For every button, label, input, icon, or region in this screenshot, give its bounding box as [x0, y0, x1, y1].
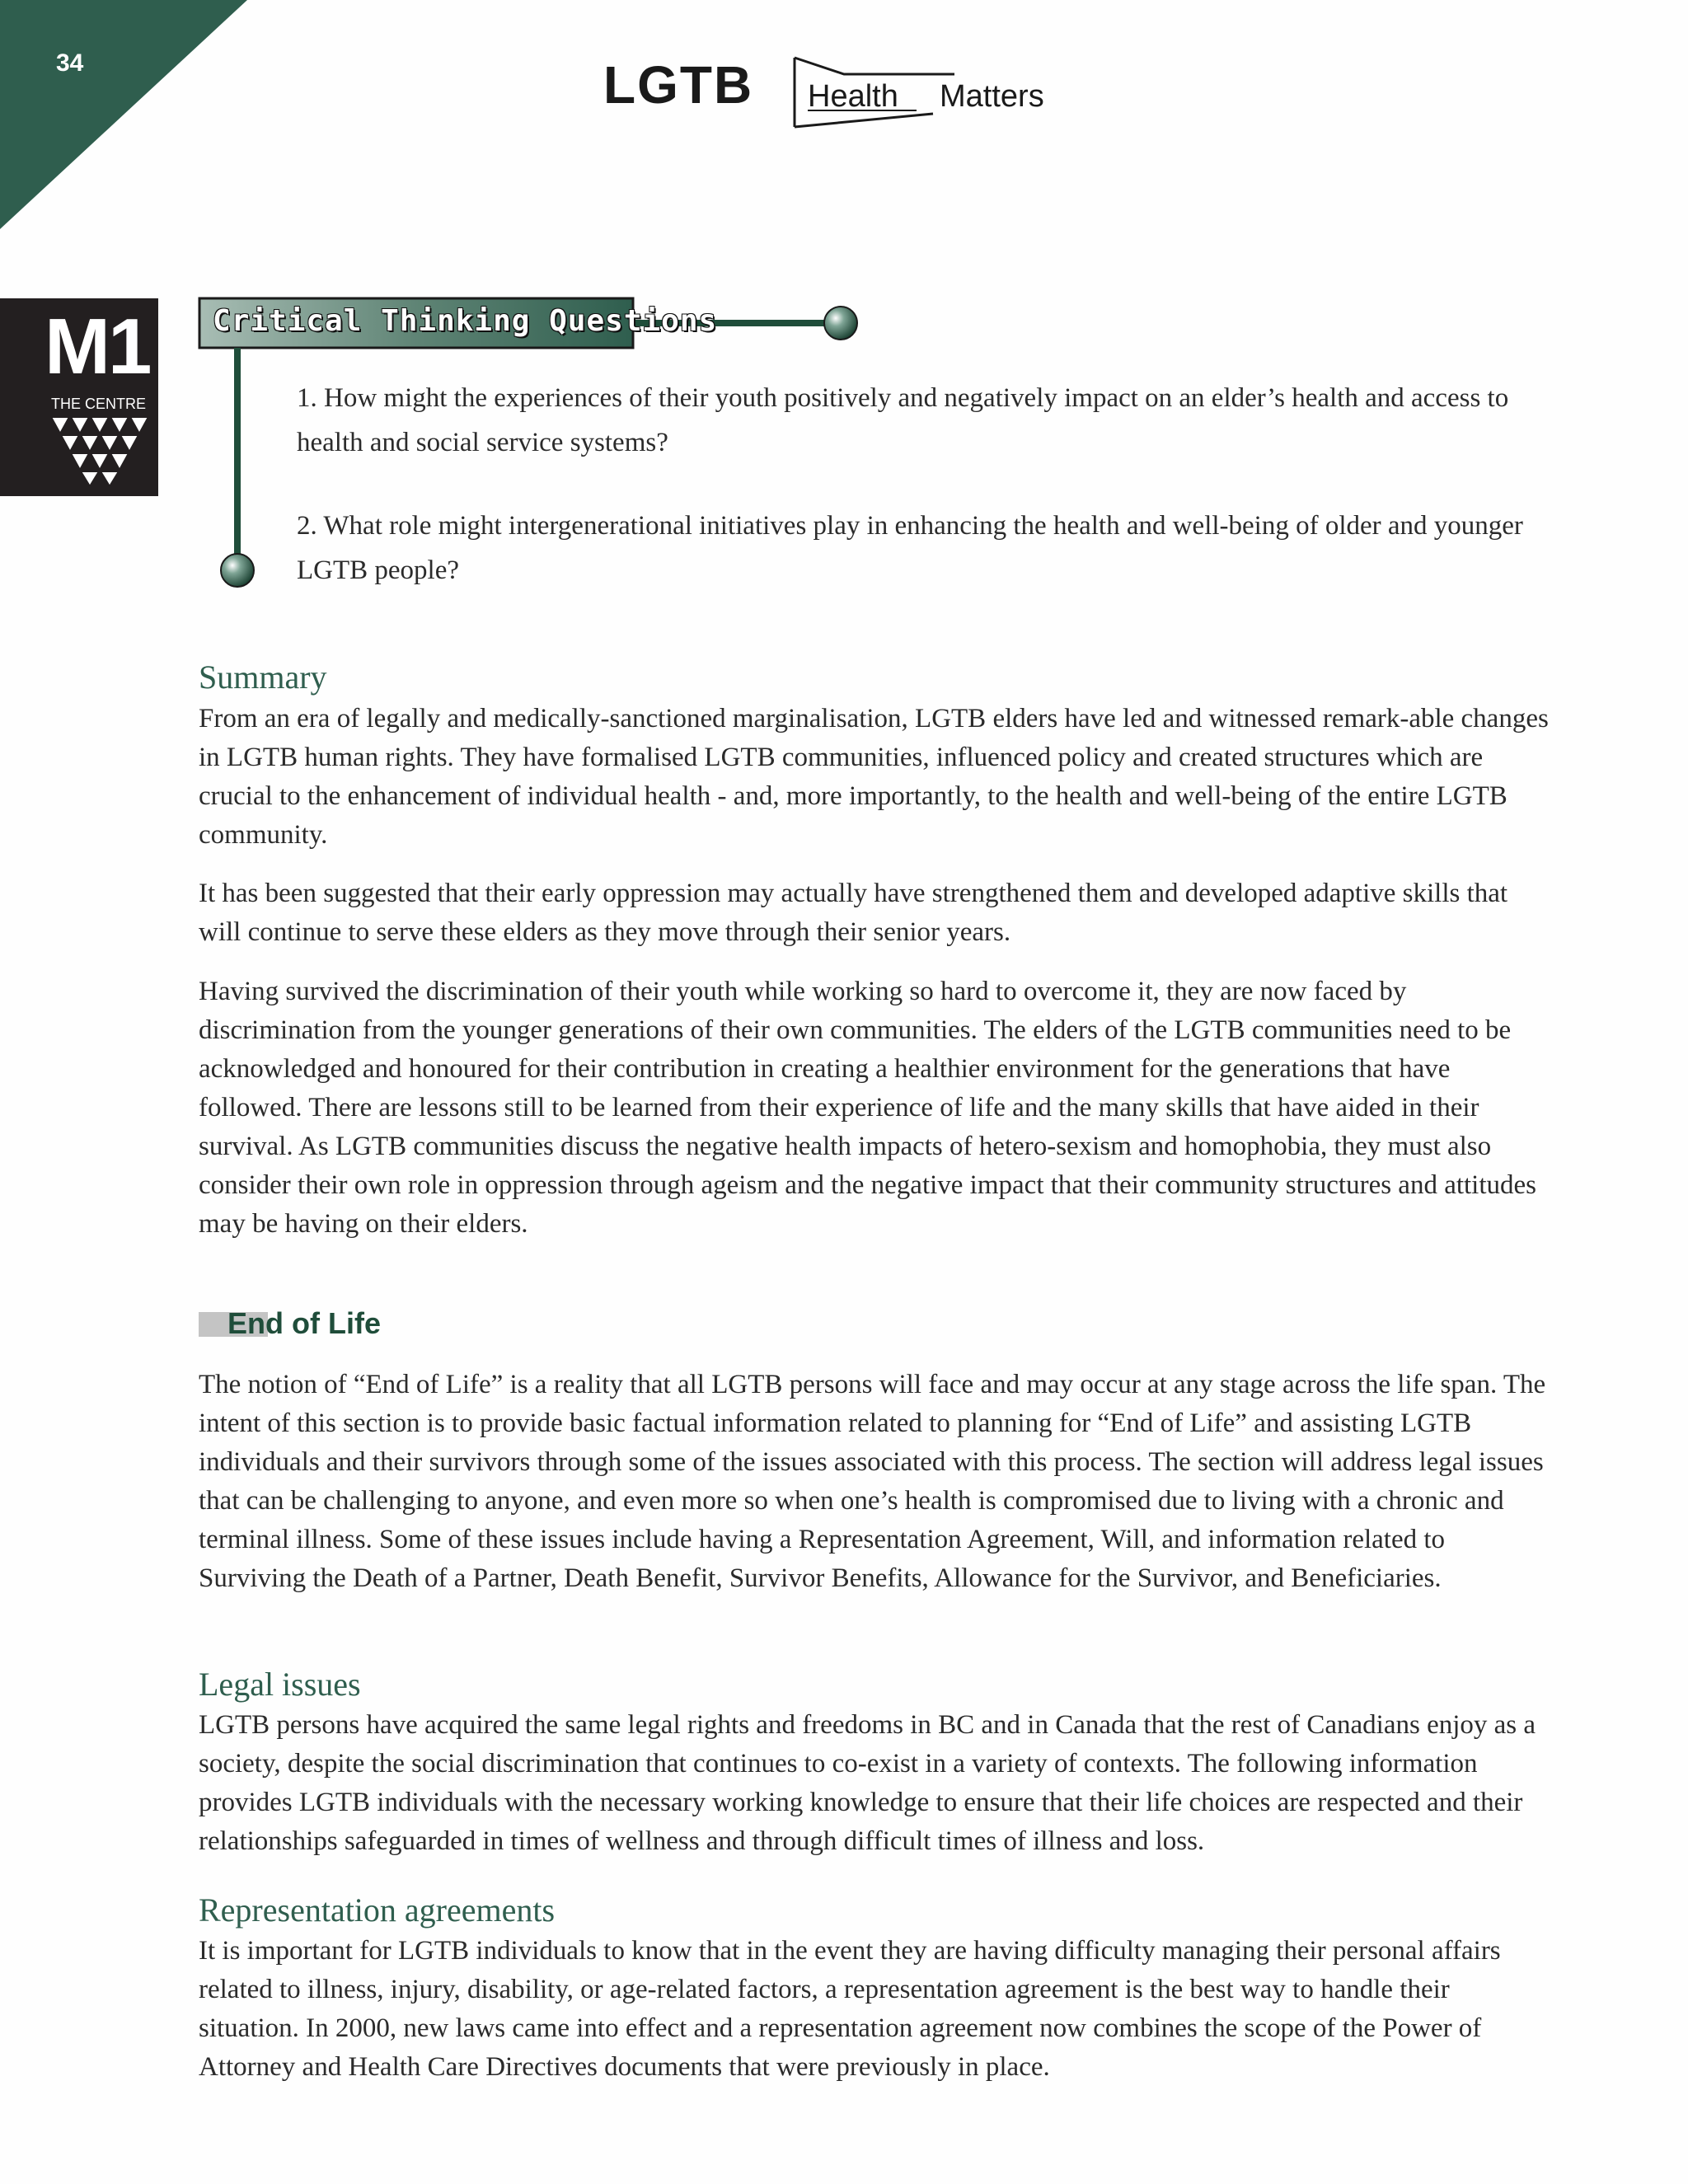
logo-matters: Matters	[940, 79, 1044, 114]
representation-paragraph: It is important for LGTB individuals to know that in the event they are having difficulty managing their personal affairs related to illness, injury, disability, or age-related factors, a representation agreement is the best way to handle their situation. In 2000, new laws came into effect and a representation agreement now combines the scope of the Power of Attorney and Health Care Directives documents that were previously in place.	[199, 1936, 1501, 2082]
end-of-life-title: End of Life	[227, 1306, 381, 1340]
module-subtitle: THE CENTRE	[51, 396, 147, 412]
summary-paragraph-1: From an era of legally and medically-sanctioned marginalisation, LGTB elders have led and witnessed remark-able changes in LGTB human rights. They have formalised LGTB communities, influenced policy and created structures which are crucial to the enhancement of individual health - and, more importantly, to the health and well-being of the entire LGTB community.	[199, 704, 1549, 850]
summary-paragraph-2: It has been suggested that their early oppression may actually have strengthened them and developed adaptive skills that will continue to serve these elders as they move through their senior years.	[199, 879, 1508, 947]
question-2: 2. What role might intergenerational initiatives play in enhancing the health and well-being of older and younger LGTB people?	[297, 511, 1523, 585]
legal-issues-paragraph: LGTB persons have acquired the same legal rights and freedoms in BC and in Canada that the rest of Canadians enjoy as a society, despite the social discrimination that continues to co-exist in a variety of contexts. The following information provides LGTB individuals with the necessary working knowledge to ensure that their life choices are respected and their relationships safeguarded in times of wellness and through difficult times of illness and loss.	[199, 1710, 1536, 1856]
logo-health: Health	[808, 79, 898, 114]
corner-triangle	[0, 0, 247, 229]
questions-title: Critical Thinking Questions	[213, 304, 718, 338]
logo-lgtb: LGTB	[603, 55, 754, 115]
page-number: 34	[56, 49, 84, 77]
module-code: M1	[45, 302, 150, 391]
summary-heading: Summary	[199, 658, 327, 696]
end-of-life-paragraph: The notion of “End of Life” is a reality that all LGTB persons will face and may occur at any stage across the life span. The intent of this section is to provide basic factual information related to planning for “End of Life” and assisting LGTB individuals and their survivors through some of the issues associated with this process. The section will address legal issues that can be challenging to anyone, and even more so when one’s health is compromised due to living with a chronic and terminal illness. Some of these issues include having a Representation Agreement, Will, and information related to Surviving the Death of a Partner, Death Benefit, Survivor Benefits, Allowance for the Survivor, and Beneficiaries.	[199, 1370, 1546, 1593]
representation-heading: Representation agreements	[199, 1891, 556, 1929]
triangle-logo-icon	[49, 405, 150, 488]
legal-issues-heading: Legal issues	[199, 1666, 361, 1703]
module-tab	[0, 298, 158, 496]
summary-paragraph-3: Having survived the discrimination of their youth while working so hard to overcome it, they are now faced by discrimination from the younger generations of their own communities. The elders of the LGTB communities need to be acknowledged and honoured for their contribution in creating a healthier environment for the generations that have followed. There are lessons still to be learned from their experience of life and the many skills that have aided in their survival. As LGTB communities discuss the negative health impacts of hetero-sexism and homophobia, they must also consider their own role in oppression through ageism and the negative impact that their community structures and attitudes may be having on their elders.	[199, 977, 1537, 1239]
question-1: 1. How might the experiences of their youth positively and negatively impact on an elder’s health and access to health and social service systems?	[297, 383, 1509, 457]
publication-logo	[603, 53, 1098, 132]
